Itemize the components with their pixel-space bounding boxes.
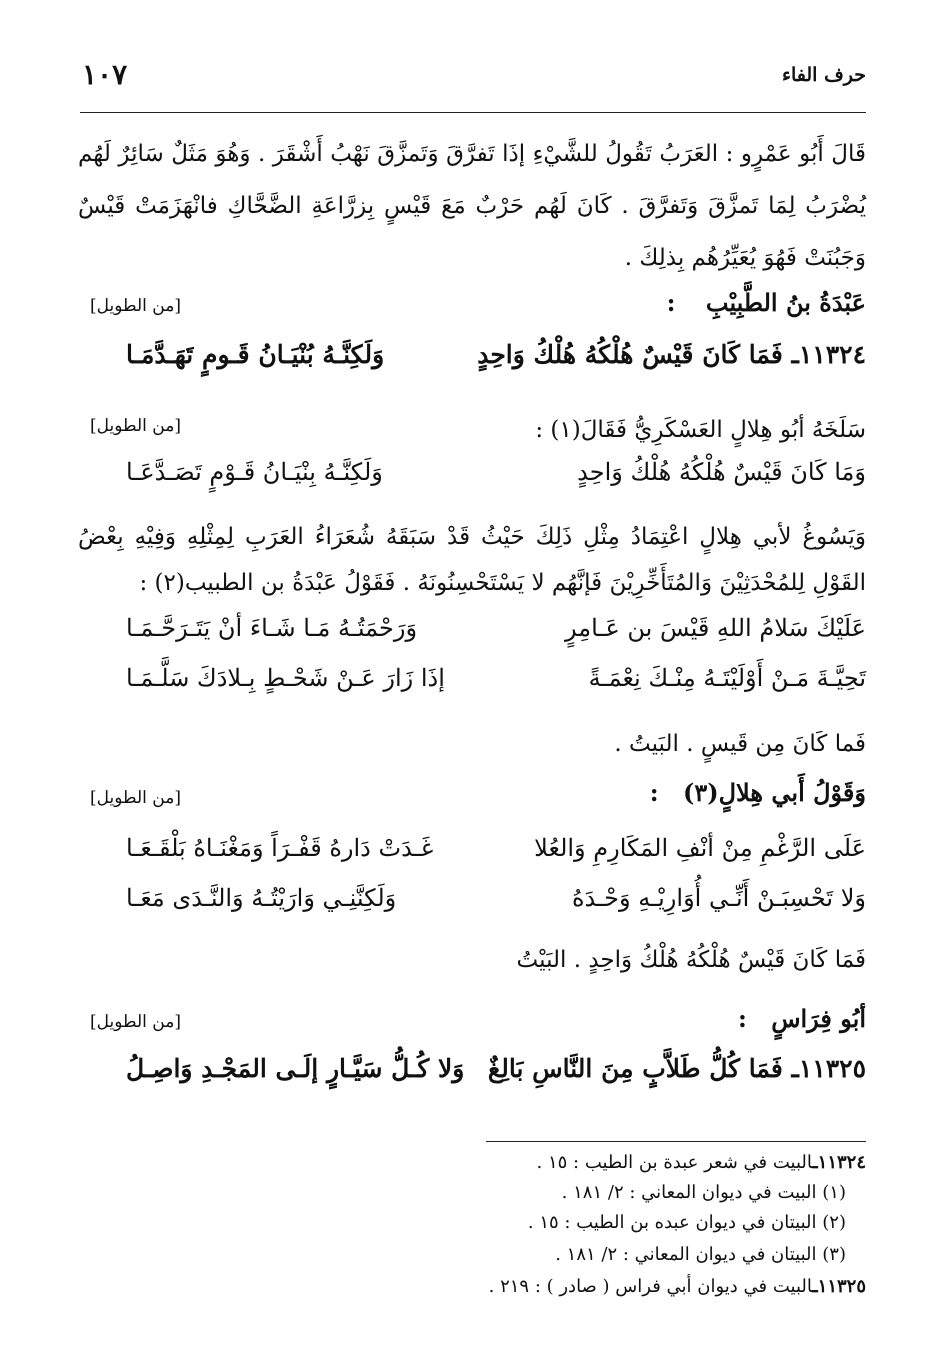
poet-name: أبُو فِرَاسٍ xyxy=(771,1004,866,1033)
hemistich-text: فَمَا كَانَ قَيْسٌ هُلْكُهُ هُلْكُ وَاحِدٍ xyxy=(477,340,783,369)
intro-paragraph: قَالَ أَبُو عَمْرٍو : العَرَبُ تَقُولُ للشَّيْءِ إذَا تَفرَّقَ وَتَمزَّقَ نَهْبُ أَشْقَرَ . وَهُوَ مَثَلٌ سَائِرٌ لَهُم يُضْرَبُ لِمَا تَمزَّقَ وَتَفرَّقَ . كَانَ لَهُم حَرْبٌ مَعَ قَيْسٍ بِزرَّاعَةِ الضَّحَّاكِ فانْهَزَمَتْ قَيْسٌ وَجَبُنَتْ فَهُوَ يُعَيِّرُهُم بِذلِكَ . xyxy=(78,141,866,271)
verse-row xyxy=(78,614,866,658)
poet-heading-abu-hilal xyxy=(650,778,866,807)
verse-number: ١١٣٢٥ـ xyxy=(791,1054,866,1083)
commentary-paragraph: وَيَسُوغُ لأبي هِلالٍ اعْتِمَادُ مِثْلِ ذَلِكَ حَيْثُ قَدْ سَبَقَهُ شُعَرَاءُ العَرَبِ لِمِثْلِهِ وَفِيْهِ بِعْضُ القَوْلِ لِلمُحْدَثِيْنَ وَالمُتَأَخِّرِيْنَ فَإنَّهُم لا يَسْتَحْسِنُونَهُ . فَقَوْلُ عَبْدَةُ بن الطبيب(٢) : xyxy=(78,524,866,596)
verse-11325 xyxy=(78,1054,866,1098)
meter-label: [من الطويل] xyxy=(90,296,181,316)
footnote-text: البيت في ديوان أبي فراس ( صادر ) : ٢١٩ . xyxy=(488,1276,813,1297)
meter-label: [من الطويل] xyxy=(90,1012,181,1032)
poet-heading-abu-firas xyxy=(738,1004,866,1033)
poet-colon: : xyxy=(666,288,676,317)
poet-name: عَبْدَةُ بنُ الطَّبِيْبِ xyxy=(705,288,866,317)
page-number: ١٠٧ xyxy=(82,58,128,91)
verse-row xyxy=(78,664,866,708)
running-header-title: حرف الفاء xyxy=(782,64,866,86)
verse-first-hemistich: عَلَى الرَّغْمِ مِنْ أنْفِ المَكَارِمِ وَالعُلا xyxy=(534,834,866,862)
verse-row xyxy=(78,884,866,928)
footnote-text: البيتان في ديوان المعاني : ٢/ ١٨١ . xyxy=(555,1244,817,1265)
verse-abu-hilal xyxy=(78,458,866,502)
verse-second-hemistich: وَلَكِنَّـهُ بُنْيَـانُ قَـومٍ تَهَـدَّمَـا xyxy=(126,340,385,369)
verse-second-hemistich: وَلَكِنَّنِـي وَارَيْتُـهُ وَالنَّـدَى مَعَـا xyxy=(126,884,397,912)
verse-second-hemistich: وَلَكِنَّـهُ بِنْيَـانُ قَـوْمٍ تَصَـدَّعَـا xyxy=(126,458,383,486)
verse-reference-line: فَما كَانَ مِن قَيسٍ . البَيتُ . xyxy=(614,731,866,757)
footnote-label: (٢) xyxy=(822,1212,846,1233)
verse-number: ١١٣٢٤ـ xyxy=(791,340,866,369)
hemistich-text: فَمَا كُلُّ طَلاَّبٍ مِنَ النَّاسِ بَالِغٌ xyxy=(487,1054,783,1083)
footnote-label: ١١٣٢٤ـ xyxy=(812,1152,866,1173)
verse-first-hemistich: وَلا تَحْسِبَـنْ أَنِّـي أُوَارِيْـهِ وَحْـدَهُ xyxy=(571,884,866,912)
poet-colon: : xyxy=(649,778,659,807)
poet-heading-abdah xyxy=(667,288,866,317)
verse-second-hemistich: إذَا زَارَ عَـنْ شَحْـطٍ بِـلادَكَ سَلَّـمَـا xyxy=(126,664,445,692)
footnote-text: البيت في شعر عبدة بن الطيب : ١٥ . xyxy=(536,1152,813,1173)
footnote-item xyxy=(555,1244,846,1265)
verse-first-hemistich xyxy=(488,1054,866,1083)
verse-row xyxy=(78,834,866,878)
poet-colon: : xyxy=(738,1004,747,1033)
verse-first-hemistich xyxy=(477,340,866,369)
verse-11324 xyxy=(78,340,866,384)
verse-reference-line: فَمَا كَانَ قَيْسٌ هُلْكُهُ هُلْكُ وَاحِدٍ . البَيْتُ xyxy=(516,947,866,973)
poet-name: وَقَوْلُ أَبي هِلالٍ(٣) xyxy=(683,778,866,807)
footnote-label: (٣) xyxy=(822,1244,846,1265)
meter-label: [من الطويل] xyxy=(90,416,181,436)
lead-line: سَلَخَهُ أبُو هِلالٍ العَسْكَرِيُّ فَقَالَ(١) : xyxy=(535,417,866,443)
header-rule xyxy=(80,112,866,113)
footnote-rule xyxy=(486,1141,866,1142)
verse-second-hemistich: وَلا كُـلُّ سَيَّـارٍ إلَـى المَجْـدِ وَاصِـلُ xyxy=(126,1054,465,1083)
footnote-text: البيتان في ديوان عبده بن الطيب : ١٥ . xyxy=(527,1212,817,1233)
footnote-item xyxy=(528,1212,846,1233)
verse-first-hemistich: وَمَا كَانَ قَيْسٌ هُلْكُهُ هُلْكُ وَاحِدٍ xyxy=(577,458,866,486)
footnote-item xyxy=(489,1276,866,1297)
meter-label: [من الطويل] xyxy=(90,788,181,808)
footnote-label: (١) xyxy=(822,1182,846,1203)
footnote-item xyxy=(562,1182,846,1203)
footnote-item xyxy=(537,1152,866,1173)
footnote-label: ١١٣٢٥ـ xyxy=(812,1276,866,1297)
verse-second-hemistich: غَـدَتْ دَارهُ قَفْـرَاً وَمَغْنَـاهُ بَلْقَـعَـا xyxy=(126,834,434,862)
verse-second-hemistich: وَرَحْمَتُـهُ مَـا شَـاءَ أنْ يَتَـرَحَّـمَـا xyxy=(126,614,418,642)
verse-first-hemistich: عَلَيْكَ سَلامُ اللهِ قَيْسَ بن عَـامِرٍ xyxy=(565,614,866,642)
footnote-text: البيت في ديوان المعاني : ٢/ ١٨١ . xyxy=(561,1182,817,1203)
verse-first-hemistich: تَحِيَّـةَ مَـنْ أَوْلَيْتَـهُ مِنْـكَ نِعْمَـةً xyxy=(588,664,866,692)
